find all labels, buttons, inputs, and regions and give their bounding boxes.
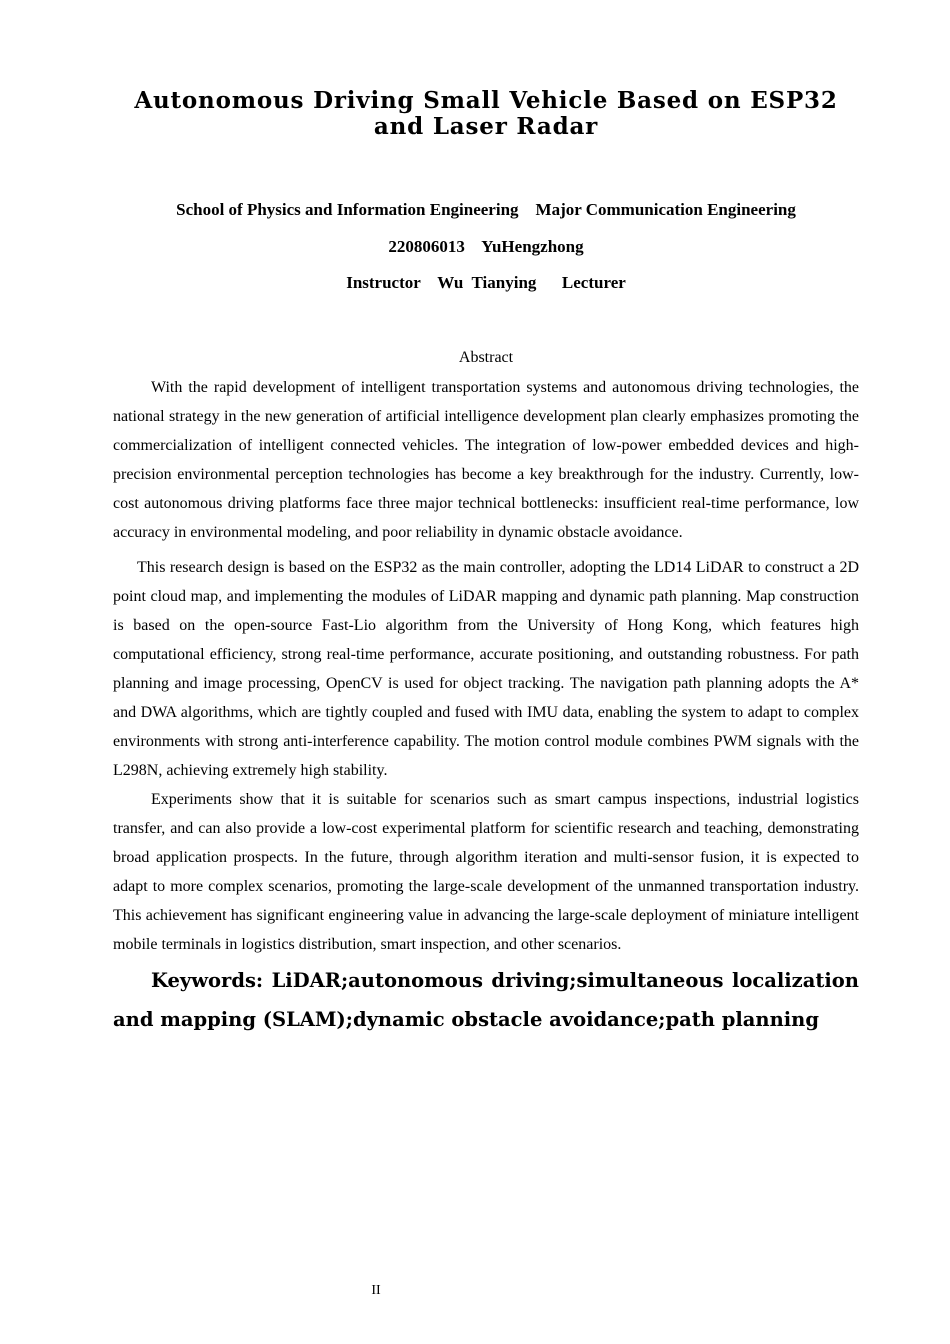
abstract-heading: Abstract	[458, 349, 514, 366]
abstract-paragraph-3: Experiments show that it is suitable for scenarios such as smart campus inspections, industrial logistics transfer, and can also provide a low-cost experimental platform for scientific research and teaching, demonstrating broad application prospects. In the future, through algorithm iteration and multi-sensor fusion, it is expected to adapt to more complex scenarios, promoting the large-scale development of the unmanned transportation industry. This achievement has significant engineering value in advancing the large-scale deployment of miniature intelligent mobile terminals in logistics distribution, smart inspection, and other scenarios.	[113, 791, 859, 953]
abstract-body	[113, 373, 859, 1039]
school-major-line: School of Physics and Information Engineering Major Communication Engineering	[176, 200, 796, 219]
abstract-paragraph-1: With the rapid development of intelligent transportation systems and autonomous driving technologies, the national strategy in the new generation of artificial intelligence development plan clearly emphasizes promoting the commercialization of intelligent connected vehicles. The integration of low-power embedded devices and high-precision environmental perception technologies has become a key breakthrough for the industry. Currently, low-cost autonomous driving platforms face three major technical bottlenecks: insufficient real-time performance, low accuracy in environmental modeling, and poor reliability in dynamic obstacle avoidance.	[113, 379, 859, 541]
paper-title: Autonomous Driving Small Vehicle Based on ESP32 and Laser Radar	[134, 87, 838, 140]
page-number: II	[371, 1283, 381, 1298]
student-id-name-line: 220806013 YuHengzhong	[388, 237, 584, 256]
instructor-line: Instructor Wu Tianying Lecturer	[346, 273, 626, 292]
abstract-paragraph-2: This research design is based on the ESP32 as the main controller, adopting the LD14 LiDAR to construct a 2D point cloud map, and implementing the modules of LiDAR mapping and dynamic path planning. Map construction is based on the open-source Fast-Lio algorithm from the University of Hong Kong, which features high computational efficiency, strong real-time performance, accurate positioning, and outstanding robustness. For path planning and image processing, OpenCV is used for object tracking. The navigation path planning adopts the A* and DWA algorithms, which are tightly coupled and fused with IMU data, enabling the system to adapt to complex environments with strong anti-interference capability. The motion control module combines PWM signals with the L298N, achieving extremely high stability.	[113, 559, 859, 779]
keywords: Keywords: LiDAR;autonomous driving;simultaneous localization and mapping (SLAM);dynamic obstacle avoidance;path planning	[113, 969, 859, 1031]
